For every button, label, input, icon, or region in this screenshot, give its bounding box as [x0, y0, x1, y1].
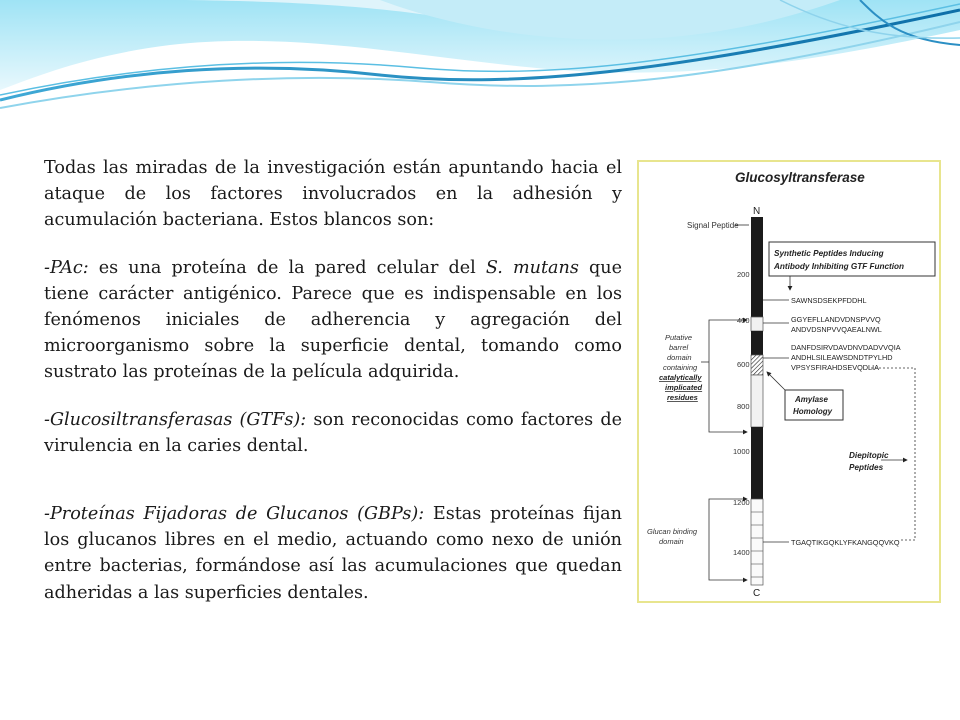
sequence-4: DANFDSIRVDAVDNVDADVVQIA [791, 343, 901, 352]
intro-paragraph: Todas las miradas de la investigación están apuntando hacia el ataque de los factores involucrados en la adhesión y acumulación bacteriana. Estos blancos son: [44, 158, 622, 231]
n-terminus-label: N [753, 206, 761, 217]
column-dark-1 [751, 331, 763, 355]
tick-400: 400 [737, 316, 750, 325]
putative-line-4: containing [663, 363, 698, 372]
pac-paragraph [44, 255, 622, 386]
column-hatched [751, 355, 763, 375]
gbp-term: -Proteínas Fijadoras de Glucanos (GBPs): [44, 504, 425, 525]
figure-title: Glucosyltransferase [735, 170, 865, 185]
gbp-text: Estas proteínas fijan los glucanos libres en el medio, actuando como nexo de unión entre bacterias, formándose así las acumulaciones que quedan adheridas a las superficies dentales. [44, 504, 622, 603]
pac-text-before: es una proteína de la pared celular del [88, 257, 486, 278]
synthetic-line-2: Antibody Inhibiting GTF Function [774, 262, 905, 271]
glucosyltransferase-figure [637, 160, 941, 603]
pac-species: S. mutans [485, 257, 579, 278]
putative-line-3: domain [667, 353, 692, 362]
diepitopic-line-2: Peptides [849, 463, 884, 472]
glucan-line-2: domain [659, 537, 684, 546]
gtf-text: son reconocidas como factores de virulencia en la caries dental. [44, 409, 622, 456]
sequence-6: VPSYSFIRAHDSEVQDLIA [791, 363, 879, 372]
tick-200: 200 [737, 270, 750, 279]
signal-peptide-label: Signal Peptide [687, 221, 739, 230]
slide-body-text [44, 155, 622, 606]
pac-text-after: que tiene carácter antigénico. Parece que es indispensable en los fenómenos iniciales de adherencia y agregación del microorganismo sobre la superficie dental, tomando como sustrato las proteínas de la película adquirida. [44, 257, 622, 383]
catalytic-line-3: residues [667, 393, 698, 402]
tick-1400: 1400 [733, 548, 750, 557]
tick-600: 600 [737, 360, 750, 369]
tick-1200: 1200 [733, 498, 750, 507]
gtf-paragraph [44, 407, 622, 459]
c-terminus-label: C [753, 588, 761, 599]
glucan-line-1: Glucan binding [647, 527, 698, 536]
column-light-1 [751, 317, 763, 331]
catalytic-line-2: implicated [665, 383, 703, 392]
tick-1000: 1000 [733, 447, 750, 456]
sequence-1: SAWNSDSEKPFDDHL [791, 296, 867, 305]
diepitopic-line-1: Diepitopic [849, 451, 889, 460]
pac-term: -PAc: [44, 257, 89, 278]
column-light-2 [751, 375, 763, 427]
amylase-line-1: Amylase [795, 395, 828, 404]
synthetic-line-1: Synthetic Peptides Inducing [774, 249, 884, 258]
column-signal [751, 217, 763, 317]
sequence-5: ANDHLSILEAWSDNDTPYLHD [791, 353, 893, 362]
gtf-term: -Glucosiltransferasas (GTFs): [44, 409, 307, 430]
sequence-3: ANDVDSNPVVQAEALNWL [791, 325, 882, 334]
gbp-paragraph [44, 501, 622, 606]
column-dark-2 [751, 427, 763, 499]
header-wave-decoration [0, 0, 960, 120]
putative-line-2: barrel [669, 343, 689, 352]
catalytic-line-1: catalytically [659, 373, 702, 382]
putative-line-1: Putative [665, 333, 693, 342]
amylase-line-2: Homology [793, 407, 833, 416]
sequence-7: TGAQTIKGQKLYFKANGQQVKQ [791, 538, 900, 547]
tick-800: 800 [737, 402, 750, 411]
sequence-2: GGYEFLLANDVDNSPVVQ [791, 315, 881, 324]
